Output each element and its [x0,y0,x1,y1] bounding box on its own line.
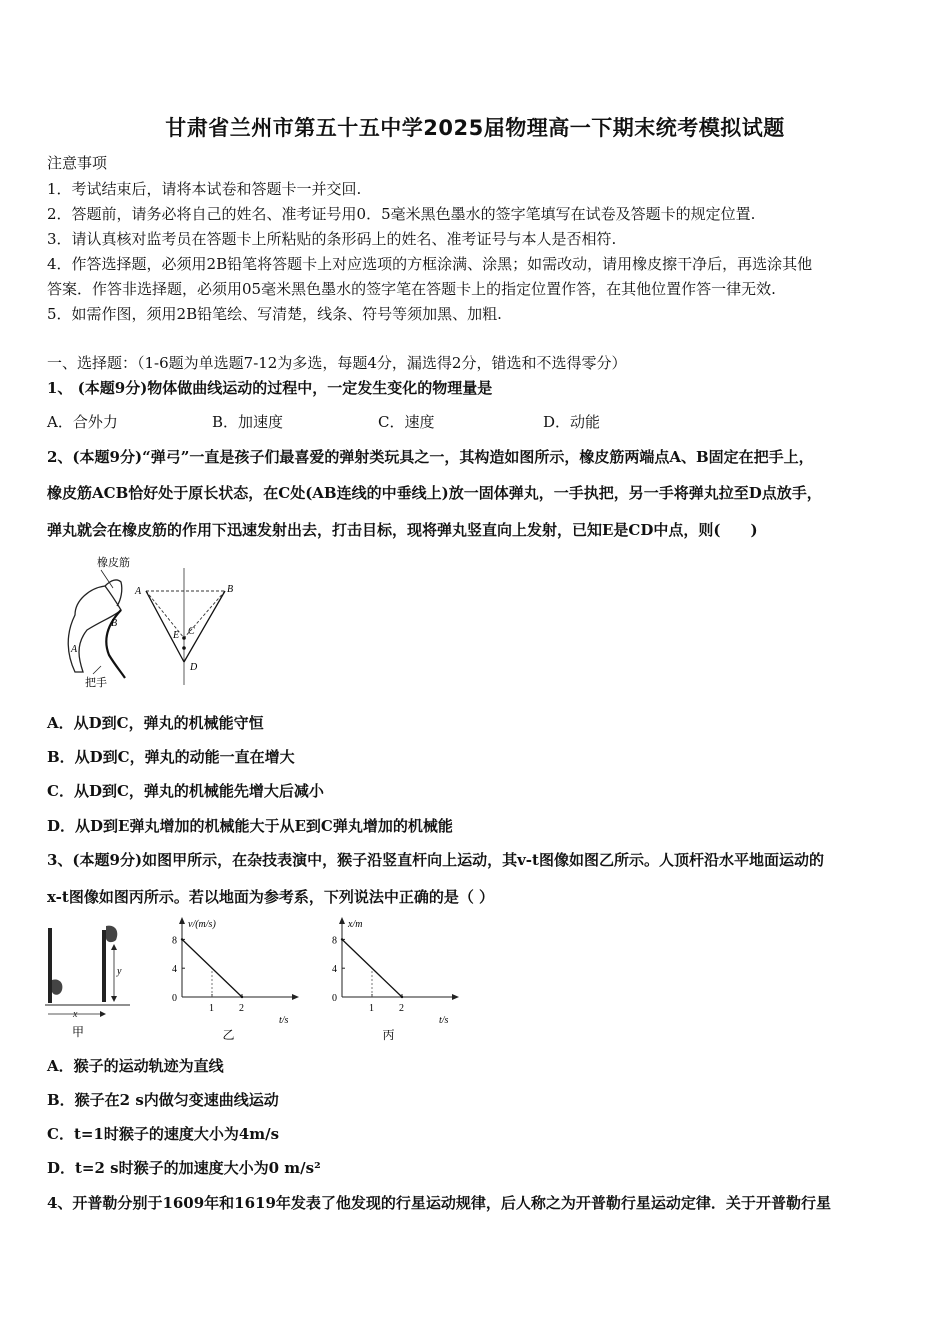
band-pointer [101,570,113,588]
q3-option-a: A．猴子的运动轨迹为直线 [47,1057,224,1075]
x-tick-label: 1 [369,1003,374,1014]
line-ad [146,591,184,662]
label-b: B [227,584,234,595]
q1-option-c: C．速度 [378,413,435,431]
y-axis-label: x/m [348,919,363,930]
x-axis-label: t/s [439,1015,449,1026]
page-title: 甘肃省兰州市第五十五中学2025届物理高一下期末统考模拟试题 [165,116,785,140]
label-band: 橡皮筋 [97,557,130,569]
y-tick-label: 0 [332,993,337,1004]
y-axis-arrow [179,917,185,924]
caption-jia: 甲 [72,1025,85,1039]
label-c: C [188,626,195,637]
slingshot-frame [68,586,121,672]
label-d: D [190,662,198,673]
label-e: E [173,630,180,641]
x-tick-label: 1 [209,1003,214,1014]
notice-item: 答案．作答非选择题，必须用05毫米黑色墨水的签字笔在答题卡上的指定位置作答，在其他位置作答一律无效. [47,280,776,298]
section-heading: 一、选择题：（1-6题为单选题7-12为多选，每题4分，漏选得2分，错选和不选得零分） [47,354,627,372]
notice-item: 4．作答选择题，必须用2B铅笔将答题卡上对应选项的方框涂满、涂黑；如需改动，请用橡皮擦干净后，再选涂其他 [47,255,813,273]
y-tick-label: 8 [172,935,177,947]
x-axis-arrow [452,994,459,1000]
handle-pointer [93,666,101,674]
q4-stem-line: 4、开普勒分别于1609年和1619年发表了他发现的行星运动规律，后人称之为开普勒行星运动定律．关于开普勒行星 [47,1194,831,1212]
y-tick-label: 4 [332,964,337,976]
q2-option-a: A．从D到C，弹丸的机械能守恒 [47,714,264,732]
slingshot-figure [45,550,245,690]
label-b-left: B [111,618,118,629]
point-c [182,636,186,640]
data-point [401,996,403,998]
x-axis-arrow [292,994,299,1000]
q3-option-d: D．t=2 s时猴子的加速度大小为0 m/s² [47,1159,321,1177]
notice-item: 1．考试结束后，请将本试卷和答题卡一并交回. [47,180,362,198]
q2-stem-line: 橡皮筋ACB恰好处于原长状态，在C处(AB连线的中垂线上)放一固体弹丸，一手执把，另一手将弹丸拉至D点放手， [47,484,822,502]
notice-item: 5．如需作图，须用2B铅笔绘、写清楚，线条、符号等须加黑、加粗. [47,305,502,323]
label-y: y [117,966,122,977]
q1-option-b: B．加速度 [212,413,284,431]
y-tick-label: 4 [172,964,177,976]
q2-option-d: D．从D到E弹丸增加的机械能大于从E到C弹丸增加的机械能 [47,817,453,835]
chart-yi [160,915,310,1045]
chart-caption: 乙 [222,1028,235,1042]
q1-option-a: A．合外力 [47,413,118,431]
notice-item: 3．请认真核对监考员在答题卡上所粘贴的条形码上的姓名、准考证号与本人是否相符. [47,230,617,248]
data-point [241,996,243,998]
q2-option-b: B．从D到C，弹丸的动能一直在增大 [47,748,295,766]
q3-stem-line: x-t图像如图丙所示。若以地面为参考系，下列说法中正确的是（ ） [47,888,495,906]
q1-stem: 1、 (本题9分)物体做曲线运动的过程中，一定发生变化的物理量是 [47,379,493,397]
figure-jia [40,918,140,1043]
label-a-left: A [71,644,78,655]
y-axis-label: v/(m/s) [188,919,216,930]
chart-bing [320,915,470,1045]
y-tick-label: 0 [172,993,177,1004]
y-axis-arrow [339,917,345,924]
point-e [182,646,186,650]
right-monkey [106,926,117,943]
notice-item: 2．答题前，请务必将自己的姓名、准考证号用0．5毫米黑色墨水的签字笔填写在试卷及答题卡的规定位置. [47,205,756,223]
label-handle: 把手 [85,677,107,689]
y-tick-label: 8 [332,935,337,947]
left-pole [48,928,52,1003]
label-x: x [73,1009,78,1020]
chart-caption: 丙 [382,1028,395,1042]
left-monkey [52,979,62,994]
data-point [341,938,343,940]
x-tick-label: 2 [239,1003,244,1014]
data-point [181,938,183,940]
q1-option-d: D．动能 [543,413,601,431]
label-a: A [135,586,142,597]
x-axis-label: t/s [279,1015,289,1026]
notice-heading: 注意事项 [47,154,108,172]
q2-option-c: C．从D到C，弹丸的机械能先增大后减小 [47,782,324,800]
q3-option-b: B．猴子在2 s内做匀变速曲线运动 [47,1091,279,1109]
q3-option-c: C．t=1时猴子的速度大小为4m/s [47,1125,280,1143]
x-tick-label: 2 [399,1003,404,1014]
right-pole [102,930,106,1002]
q3-stem-line: 3、(本题9分)如图甲所示，在杂技表演中，猴子沿竖直杆向上运动，其v-t图像如图乙所示。人顶杆沿水平地面运动的 [47,851,824,869]
q2-stem-line: 弹丸就会在橡皮筋的作用下迅速发射出去，打击目标，现将弹丸竖直向上发射，已知E是CD中点，则( ) [47,521,758,539]
q2-stem-line: 2、(本题9分)“弹弓”一直是孩子们最喜爱的弹射类玩具之一，其构造如图所示，橡皮筋两端点A、B固定在把手上， [47,448,814,466]
